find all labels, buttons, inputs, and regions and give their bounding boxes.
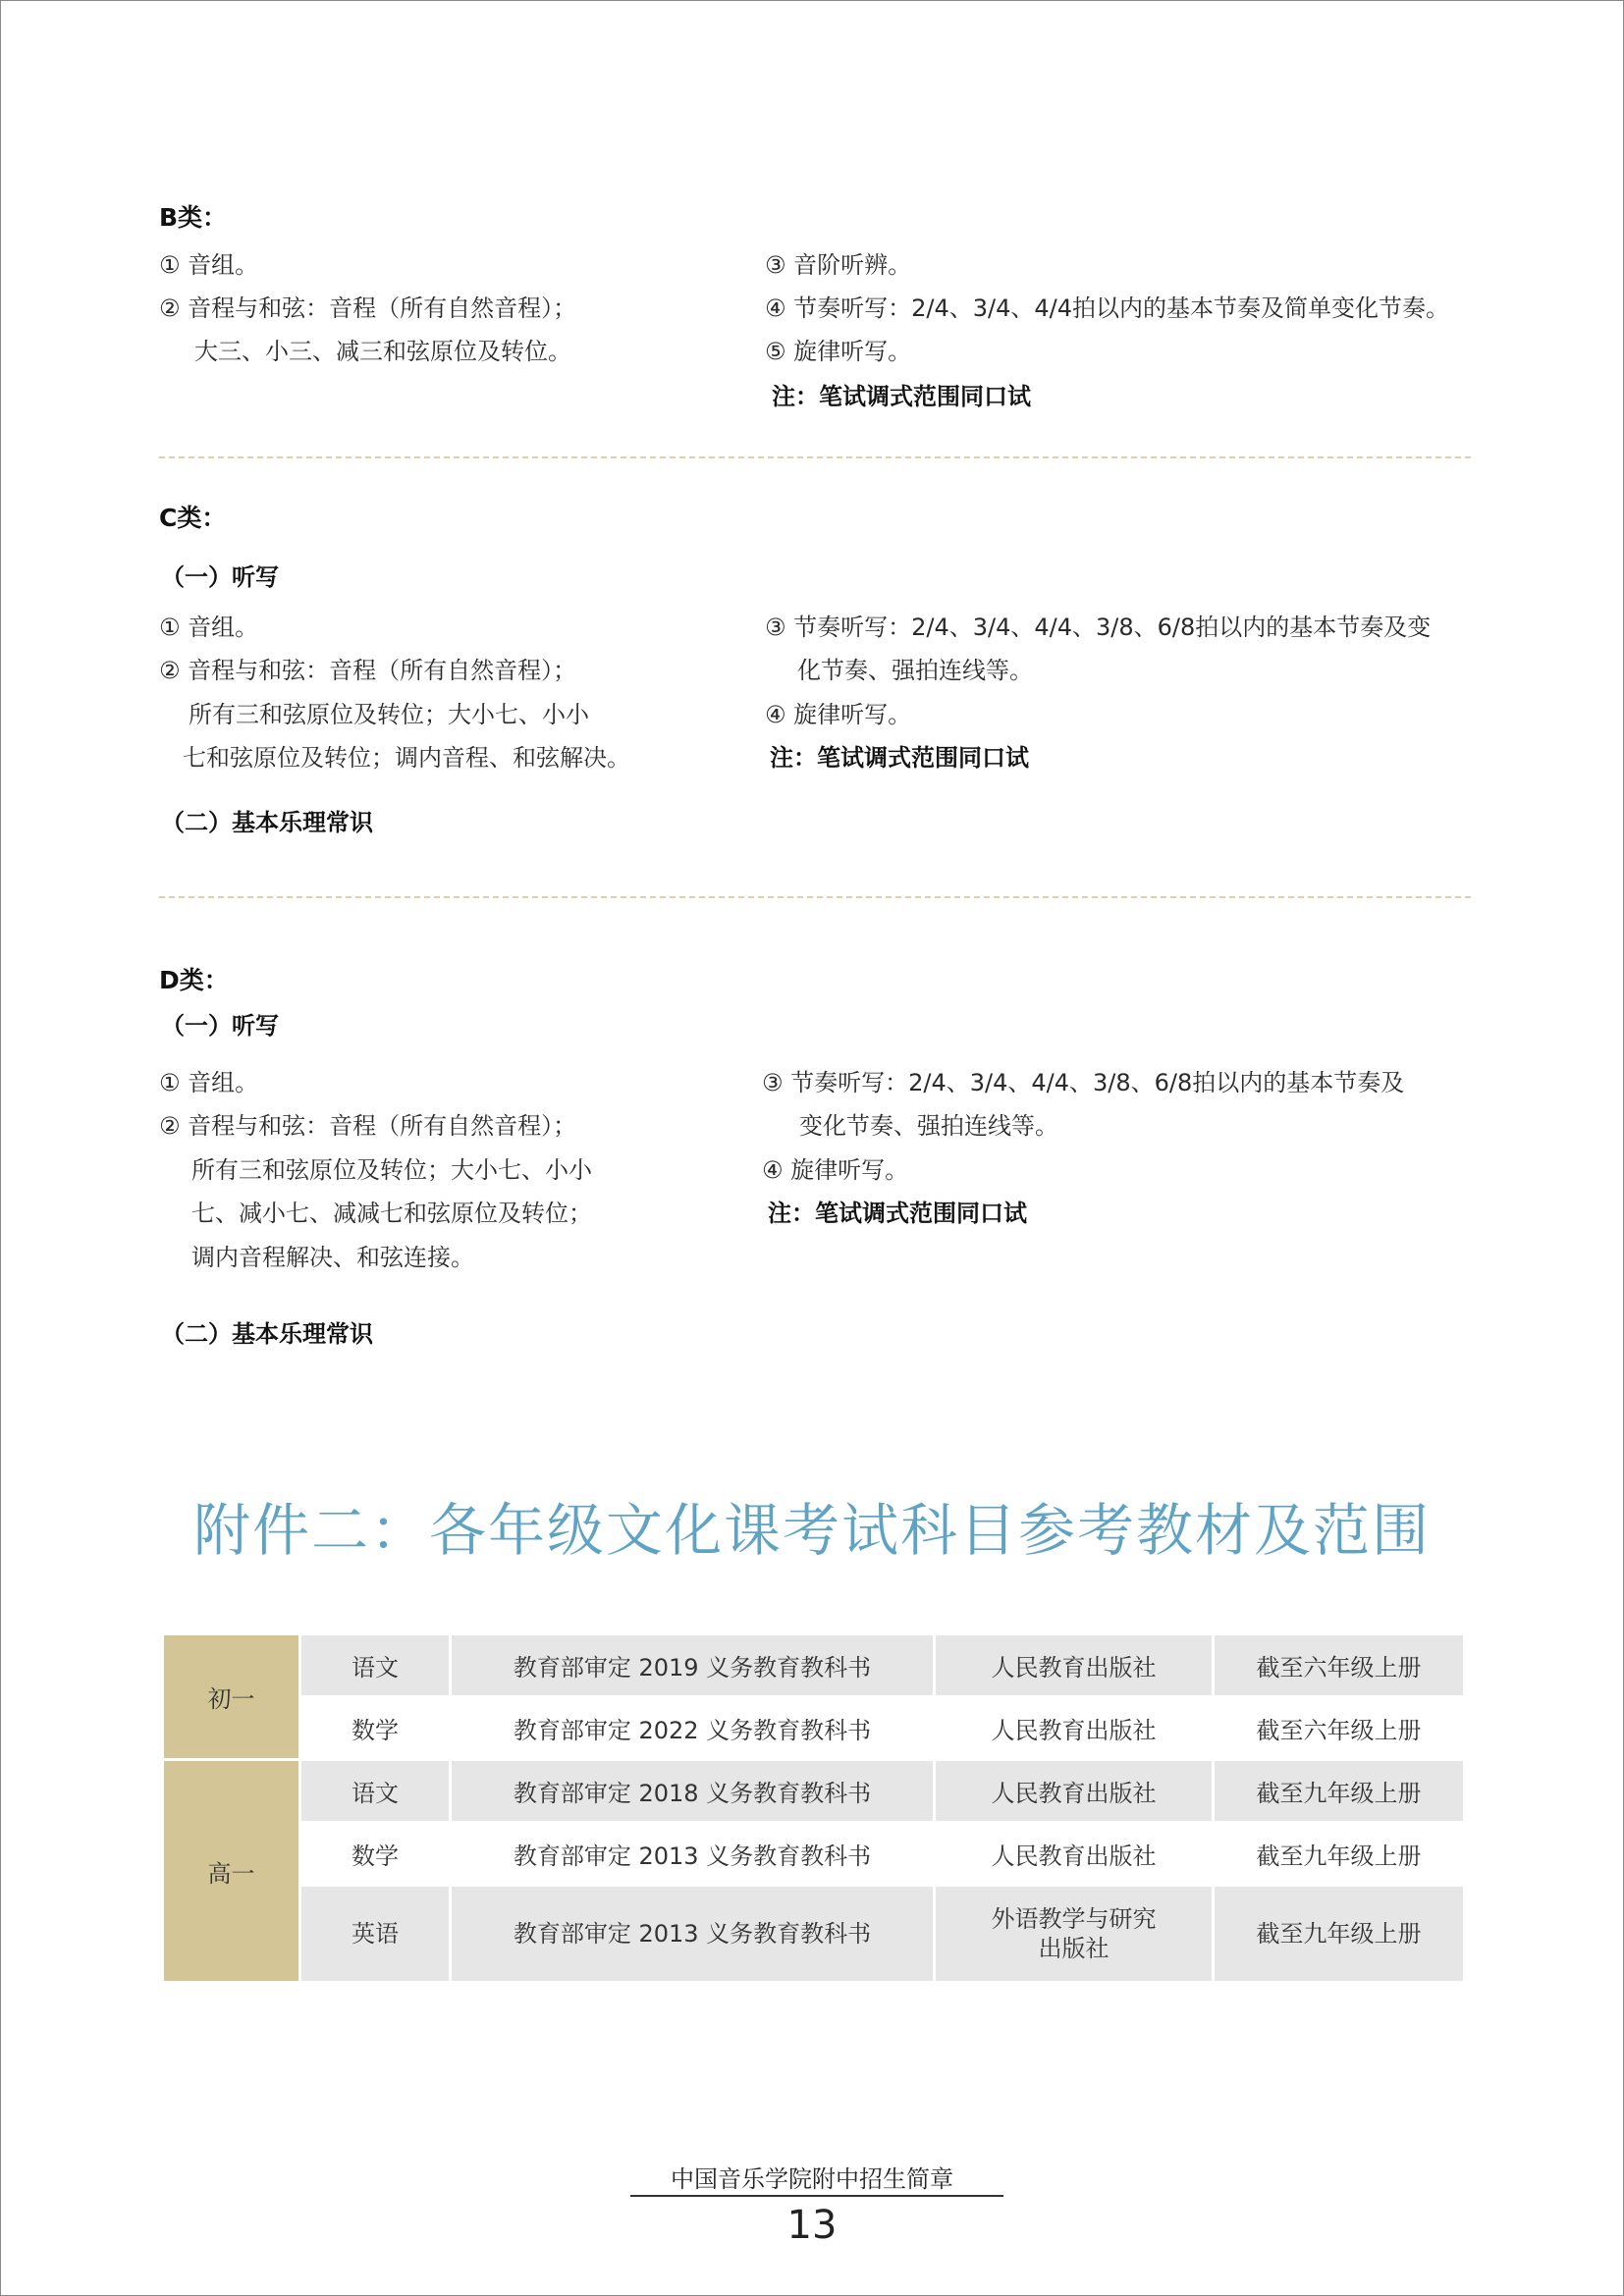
c-left-item-1: ① 音组。	[159, 614, 259, 641]
d-right-item-4: ④ 旋律听写。	[762, 1156, 909, 1184]
b-left-item-2-cont: 大三、小三、减三和弦原位及转位。	[194, 338, 571, 365]
publisher-line: 出版社	[1038, 1935, 1110, 1962]
publisher-cell	[935, 1886, 1214, 1983]
textbook-cell: 教育部审定 2019 义务教育教科书	[451, 1634, 935, 1697]
d-right-item-3-cont: 变化节奏、强拍连线等。	[799, 1112, 1058, 1140]
b-right-item-3: ③ 音阶听辨。	[765, 251, 912, 279]
section-d-heading: D类：	[159, 966, 229, 994]
textbook-cell: 教育部审定 2013 义务教育教科书	[451, 1823, 935, 1886]
table-row	[163, 1760, 1465, 1823]
table-row	[163, 1697, 1465, 1760]
b-left-item-1: ① 音组。	[159, 251, 259, 279]
textbook-cell: 教育部审定 2022 义务教育教科书	[451, 1697, 935, 1760]
attachment-title: 附件二：各年级文化课考试科目参考教材及范围	[192, 1497, 1431, 1564]
c-note: 注：笔试调式范围同口试	[770, 744, 1029, 772]
c-left-item-2-cont-1: 所有三和弦原位及转位；大小七、小小	[189, 701, 589, 728]
c-subheading-theory: （二）基本乐理常识	[161, 809, 373, 836]
b-note: 注：笔试调式范围同口试	[772, 383, 1031, 410]
d-left-item-2-cont-2: 七、减小七、减减七和弦原位及转位；	[191, 1200, 592, 1227]
section-divider	[159, 456, 1471, 458]
b-left-item-2: ② 音程与和弦：音程（所有自然音程）；	[159, 294, 577, 322]
publisher-line: 外语教学与研究	[991, 1905, 1157, 1933]
b-right-item-4: ④ 节奏听写：2/4、3/4、4/4拍以内的基本节奏及简单变化节奏。	[765, 294, 1450, 322]
footer-rule	[630, 2195, 1003, 2197]
section-c-heading: C类：	[159, 504, 227, 532]
b-right-item-5: ⑤ 旋律听写。	[765, 338, 912, 365]
table-row	[163, 1634, 1465, 1697]
footer-title: 中国音乐学院附中招生简章	[671, 2165, 953, 2193]
subject-cell: 数学	[300, 1697, 451, 1760]
d-subheading-dictation: （一）听写	[161, 1012, 279, 1040]
textbook-cell: 教育部审定 2013 义务教育教科书	[451, 1886, 935, 1983]
section-b-heading: B类：	[159, 203, 228, 232]
c-subheading-dictation: （一）听写	[161, 563, 279, 591]
scope-cell: 截至九年级上册	[1214, 1760, 1465, 1823]
c-left-item-2-cont-2: 七和弦原位及转位；调内音程、和弦解决。	[183, 744, 630, 772]
subject-cell: 语文	[300, 1760, 451, 1823]
d-left-item-2: ② 音程与和弦：音程（所有自然音程）；	[159, 1112, 577, 1140]
publisher-cell: 人民教育出版社	[935, 1634, 1214, 1697]
c-right-item-3-cont: 化节奏、强拍连线等。	[797, 657, 1033, 684]
d-left-item-1: ① 音组。	[159, 1069, 259, 1096]
subject-cell: 语文	[300, 1634, 451, 1697]
scope-cell: 截至六年级上册	[1214, 1634, 1465, 1697]
section-divider	[159, 896, 1471, 898]
publisher-cell: 人民教育出版社	[935, 1697, 1214, 1760]
textbook-table	[161, 1632, 1466, 1984]
d-left-item-2-cont-3: 调内音程解决、和弦连接。	[191, 1244, 474, 1271]
publisher-cell: 人民教育出版社	[935, 1823, 1214, 1886]
c-right-item-3: ③ 节奏听写：2/4、3/4、4/4、3/8、6/8拍以内的基本节奏及变	[765, 614, 1432, 641]
subject-cell: 数学	[300, 1823, 451, 1886]
table-row	[163, 1886, 1465, 1983]
scope-cell: 截至六年级上册	[1214, 1697, 1465, 1760]
scope-cell: 截至九年级上册	[1214, 1886, 1465, 1983]
c-left-item-2: ② 音程与和弦：音程（所有自然音程）；	[159, 657, 577, 684]
table-row	[163, 1823, 1465, 1886]
publisher-cell: 人民教育出版社	[935, 1760, 1214, 1823]
grade-cell: 高一	[163, 1760, 300, 1983]
scope-cell: 截至九年级上册	[1214, 1823, 1465, 1886]
c-right-item-4: ④ 旋律听写。	[765, 701, 912, 728]
d-right-item-3: ③ 节奏听写：2/4、3/4、4/4、3/8、6/8拍以内的基本节奏及	[762, 1069, 1405, 1096]
d-left-item-2-cont-1: 所有三和弦原位及转位；大小七、小小	[191, 1156, 592, 1184]
subject-cell: 英语	[300, 1886, 451, 1983]
textbook-cell: 教育部审定 2018 义务教育教科书	[451, 1760, 935, 1823]
d-subheading-theory: （二）基本乐理常识	[161, 1320, 373, 1348]
page-number: 13	[786, 2203, 838, 2248]
grade-cell: 初一	[163, 1634, 300, 1760]
d-note: 注：笔试调式范围同口试	[768, 1200, 1027, 1227]
